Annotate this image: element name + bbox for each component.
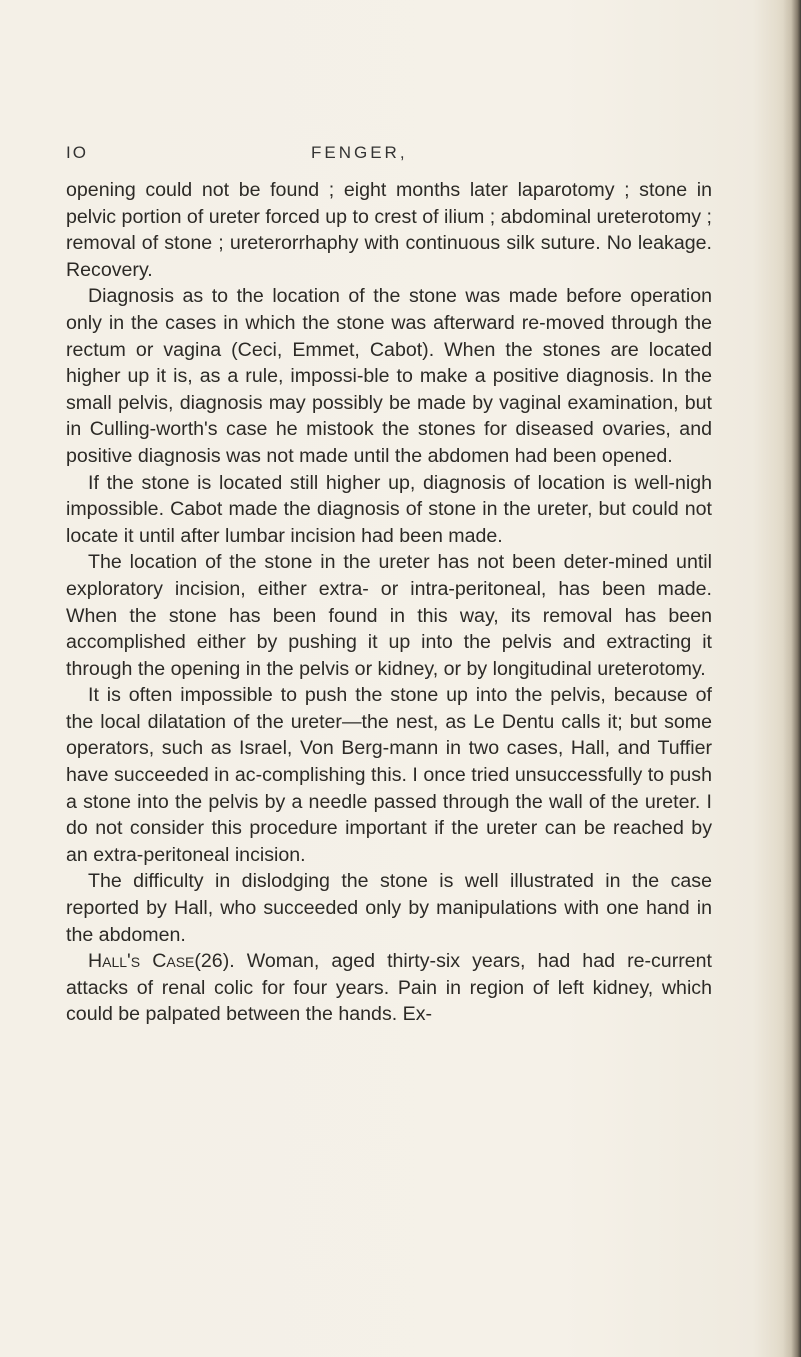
page-number: IO: [66, 143, 88, 162]
paragraph-case-continuation: opening could not be found ; eight months later laparotomy ; stone in pelvic portion of ureter forced up to crest of ilium ; abdominal ureterotomy ; removal of stone ; ureterorrhaphy with continuous silk suture. No leakage. Recovery.: [66, 179, 712, 281]
body-text: [66, 177, 712, 1028]
paragraph-higher-location: If the stone is located still higher up, diagnosis of location is well-nigh impossible. Cabot made the diagnosis of stone in the ureter, but could not locate it until after lumbar incision had been made.: [66, 471, 712, 547]
paragraph-exploratory-incision: The location of the stone in the ureter has not been deter-mined until exploratory incision, either extra- or intra-peritoneal, has been made. When the stone has been found in this way, its removal has been accomplished either by pushing it up into the pelvis and extracting it through the opening in the pelvis or kidney, or by longitudinal ureterotomy.: [66, 551, 712, 680]
running-head: FENGER,: [311, 143, 408, 162]
page-edge-shadow: [783, 0, 801, 1357]
case-heading: Hall's Case(26).: [88, 950, 235, 973]
paragraph-push-stone: It is often impossible to push the stone up into the pelvis, because of the local dilatation of the ureter—the nest, as Le Dentu calls it; but some operators, such as Israel, Von Berg-mann in two cases, Hall, and Tuffier have succeeded in ac-complishing this. I once tried unsuccessfully to push a stone into the pelvis by a needle passed through the wall of the ureter. I do not consider this procedure important if the ureter can be reached by an extra-peritoneal incision.: [66, 684, 712, 866]
page-header: [66, 143, 712, 169]
case-text: Woman, aged thirty-six years, had had re-current attacks of renal colic for four years. Pain in region of left kidney, which could be palpated between the hands. Ex-: [66, 950, 712, 1026]
paragraph-hall-case: [66, 948, 712, 1028]
paragraph-diagnosis: Diagnosis as to the location of the stone was made before operation only in the cases in which the stone was afterward re-moved through the rectum or vagina (Ceci, Emmet, Cabot). When the stones are located higher up it is, as a rule, impossi-ble to make a positive diagnosis. In the small pelvis, diagnosis may possibly be made by vaginal examination, but in Culling-worth's case he mistook the stones for diseased ovaries, and positive diagnosis was not made until the abdomen had been opened.: [66, 285, 712, 467]
paragraph-dislodging-difficulty: The difficulty in dislodging the stone is well illustrated in the case reported by Hall, who succeeded only by manipulations with one hand in the abdomen.: [66, 870, 712, 946]
